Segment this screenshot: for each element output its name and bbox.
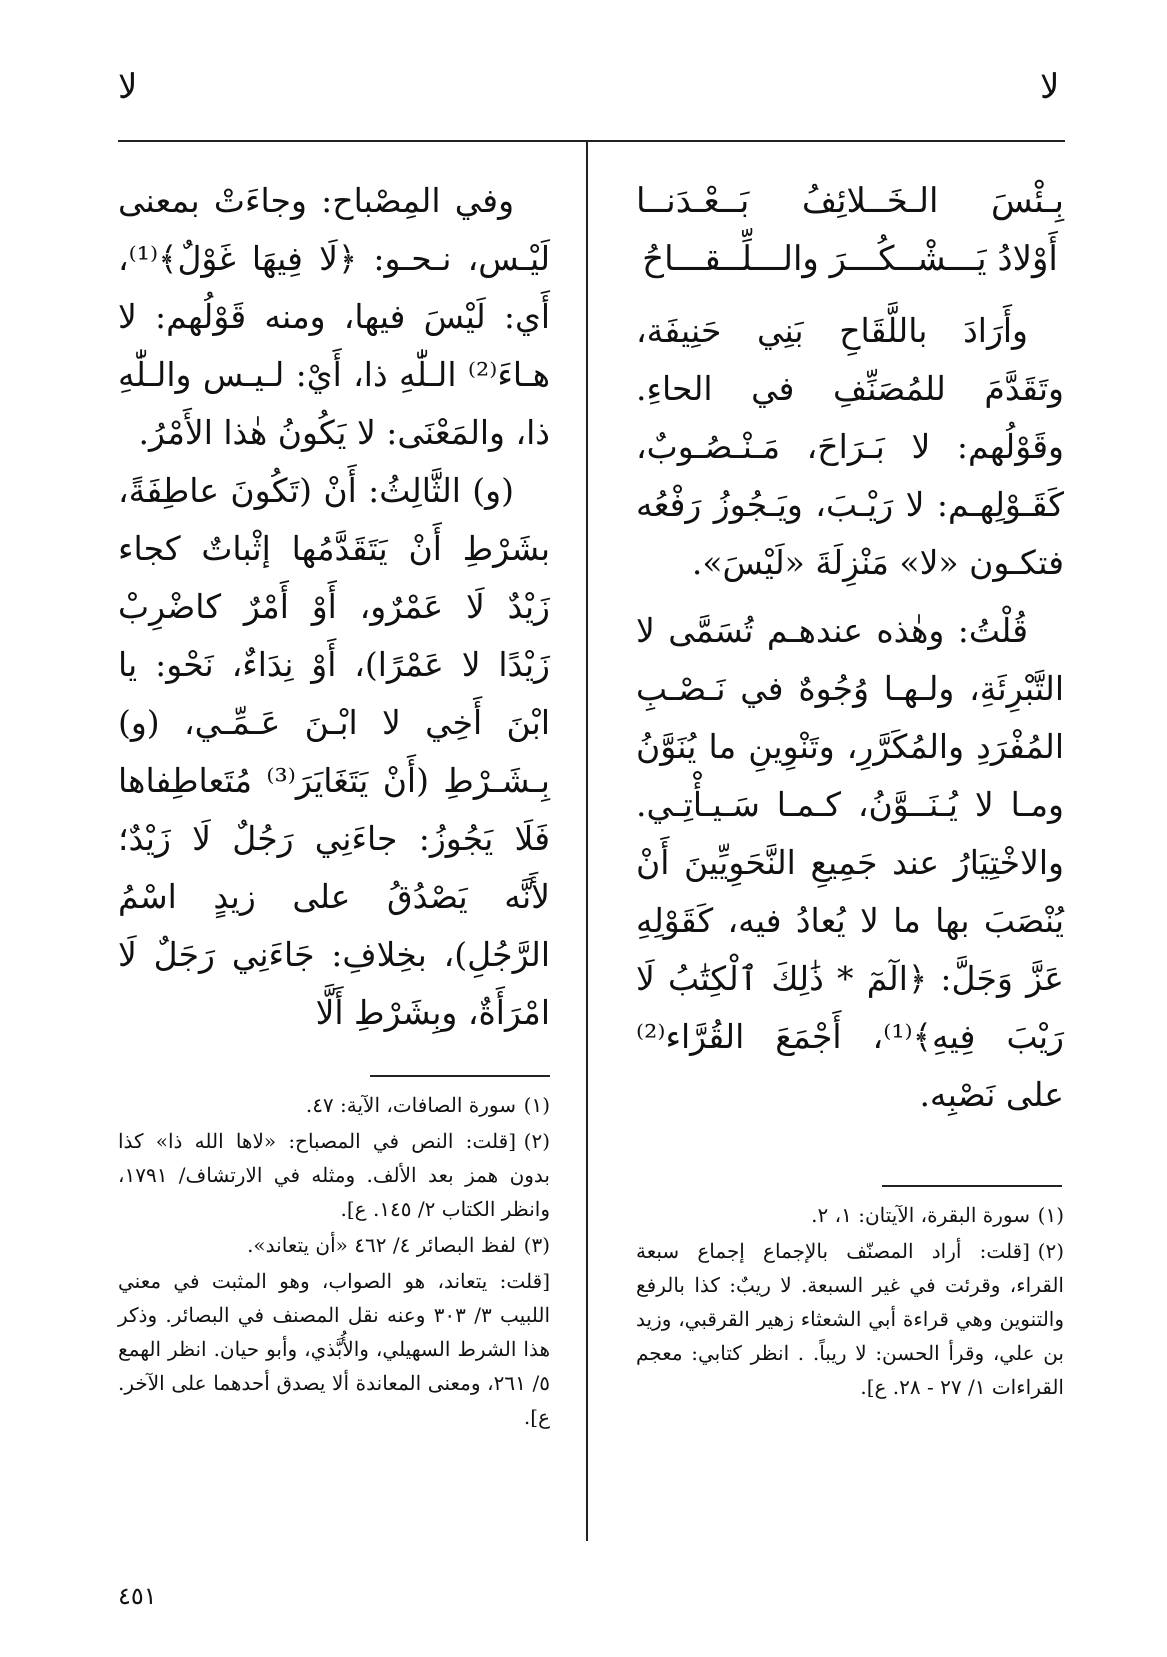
poem-verse — [636, 172, 1064, 288]
footnote-rule-left — [370, 1075, 550, 1077]
page-number: ٤٥١ — [118, 1582, 157, 1610]
footnote-text: [قلت: أراد المصنّف بالإجماع إجماع سبعة القراء، وقرئت في غير السبعة. لا ريبٌ: كذا بالرفع والتنوين وهي قراءة أبي الشعثاء زهير القرقبي، وزيد بن علي، وقرأ الحسن: لا ريباً. . انظر كتابي: معجم القراءات ١/ ٢٧ - ٢٨. ع]. — [636, 1239, 1064, 1399]
poem-hemistich-2: أَوْلادُ يَـــشْــكُـــرَ والـــلِّــقـــاحُ — [642, 239, 1058, 279]
right-paragraph-1: وأَرَادَ باللَّقَاحِ بَنِي حَنِيفَة، وتَقَدَّمَ للمُصَنِّفِ في الحاءِ. وقَوْلُهم: لا بَـرَاحَ، مَـنْـصُـوبٌ، كَقَـوْلِهـم: لا رَيْـبَ، ويَـجُوزُ رَفْعُه فتكـون «لا» مَنْزِلَةَ «لَيْسَ». — [636, 311, 1064, 582]
right-column — [636, 172, 1064, 1124]
header-left-word: لا — [118, 67, 138, 107]
footnotes-left — [118, 1088, 550, 1436]
footnote-continuation: [قلت: يتعاند، هو الصواب، وهو المثبت في معني اللبيب ٣/ ٣٠٣ وعنه نقل المصنف في البصائر. وذكر هذا الشرط السهيلي، والأُبَّذي، وأبو حيان. انظر الهمع ٥/ ٢٦١، ومعنى المعاندة ألا يصدق أحدهما على الآخر. ع]. — [118, 1269, 550, 1429]
left-column — [118, 172, 550, 1042]
footnote-number: (٣) — [523, 1233, 550, 1257]
footnotes-right — [636, 1198, 1064, 1406]
footnote-number: (٢) — [523, 1129, 550, 1153]
column-divider — [586, 141, 588, 1541]
footnote — [118, 1228, 550, 1262]
poem-hemistich-1: بِـئْسَ الـخَــلائِفُ بَــعْـدَنــا — [636, 181, 1064, 221]
footnote-text: لفظ البصائر ٤/ ٤٦٢ «أن يتعاند». — [247, 1233, 516, 1257]
footnote — [118, 1124, 550, 1226]
footnote — [636, 1198, 1064, 1232]
footnote-text: سورة البقرة، الآيتان: ١، ٢. — [811, 1203, 1030, 1227]
footnote-text: [قلت: النص في المصباح: «لاها الله ذا» كذا بدون همز بعد الألف. ومثله في الارتشاف/ ١٧٩١، وانظر الكتاب ٢/ ١٤٥. ع]. — [118, 1129, 550, 1221]
footnote — [118, 1088, 550, 1122]
right-paragraph-2: قُلْتُ: وهٰذه عندهـم تُسَمَّى لا التَّبْرِئَةِ، ولـهـا وُجُوهٌ في نَـصْـبِ المُفْرَدِ والمُكَرَّرِ، وتَنْوِينِ ما يُنَوَّنُ ومـا لا يُـنَــوَّنُ، كـمـا سَـيـأْتِـي. والاخْتِيَارُ عند جَمِيعِ النَّحَوِيِّينَ أَنْ يُنْصَبَ بها ما لا يُعادُ فيه، كَقَوْلِهِ عَزَّ وَجَلَّ: ﴿الٓمٓ * ذَٰلِكَ ٱلْكِتَٰبُ لَا رَيْبَ فِيهِ﴾⁽¹⁾، أَجْمَعَ القُرَّاء⁽²⁾ على نَصْبِه. — [636, 611, 1064, 1114]
header-right-word: لا — [1040, 67, 1060, 107]
left-paragraph-1: وفي المِصْباح: وجاءَتْ بمعنى لَيْـس، نـحـو: ﴿لَا فِيهَا غَوْلٌ﴾⁽¹⁾، أَي: لَيْسَ فيها، ومنه قَوْلُهم: لا هـاءَ⁽²⁾ الـلّٰهِ ذا، أَيْ: لـيـس والـلّٰهِ ذا، والمَعْنَى: لا يَكُونُ هٰذا الأَمْرُ. — [118, 181, 550, 452]
footnote-number: (٢) — [1037, 1239, 1064, 1263]
footnote-rule-right — [882, 1185, 1062, 1187]
footnote-number: (١) — [523, 1093, 550, 1117]
footnote-text: سورة الصافات، الآية: ٤٧. — [305, 1093, 516, 1117]
header-rule — [118, 140, 1065, 142]
footnote — [636, 1234, 1064, 1404]
left-paragraph-2: (و) الثَّالِثُ: أَنْ (تَكُونَ عاطِفَةً، بشَرْطِ أَنْ يَتَقَدَّمُها إثْباتٌ كجاء زَيْدٌ لَا عَمْرٌو، أَوْ أَمْرٌ كاضْرِبْ زَيْدًا لا عَمْرًا)، أَوْ نِدَاءٌ، نَحْو: يا ابْنَ أَخِي لا ابْـنَ عَـمِّـي، (و) بِـشَـرْطِ (أَنْ يَتَغَايَرَ⁽³⁾ مُتَعاطِفاها فَلَا يَجُوزُ: جاءَنِي رَجُلٌ لَا زَيْدٌ؛ لأَنَّه يَصْدُقُ على زيدٍ اسْمُ الرَّجُلِ)، بخِلافِ: جَاءَنِي رَجَلٌ لَا امْرَأَةٌ، وبِشَرْطِ أَلَّا — [118, 471, 550, 1032]
footnote-number: (١) — [1037, 1203, 1064, 1227]
